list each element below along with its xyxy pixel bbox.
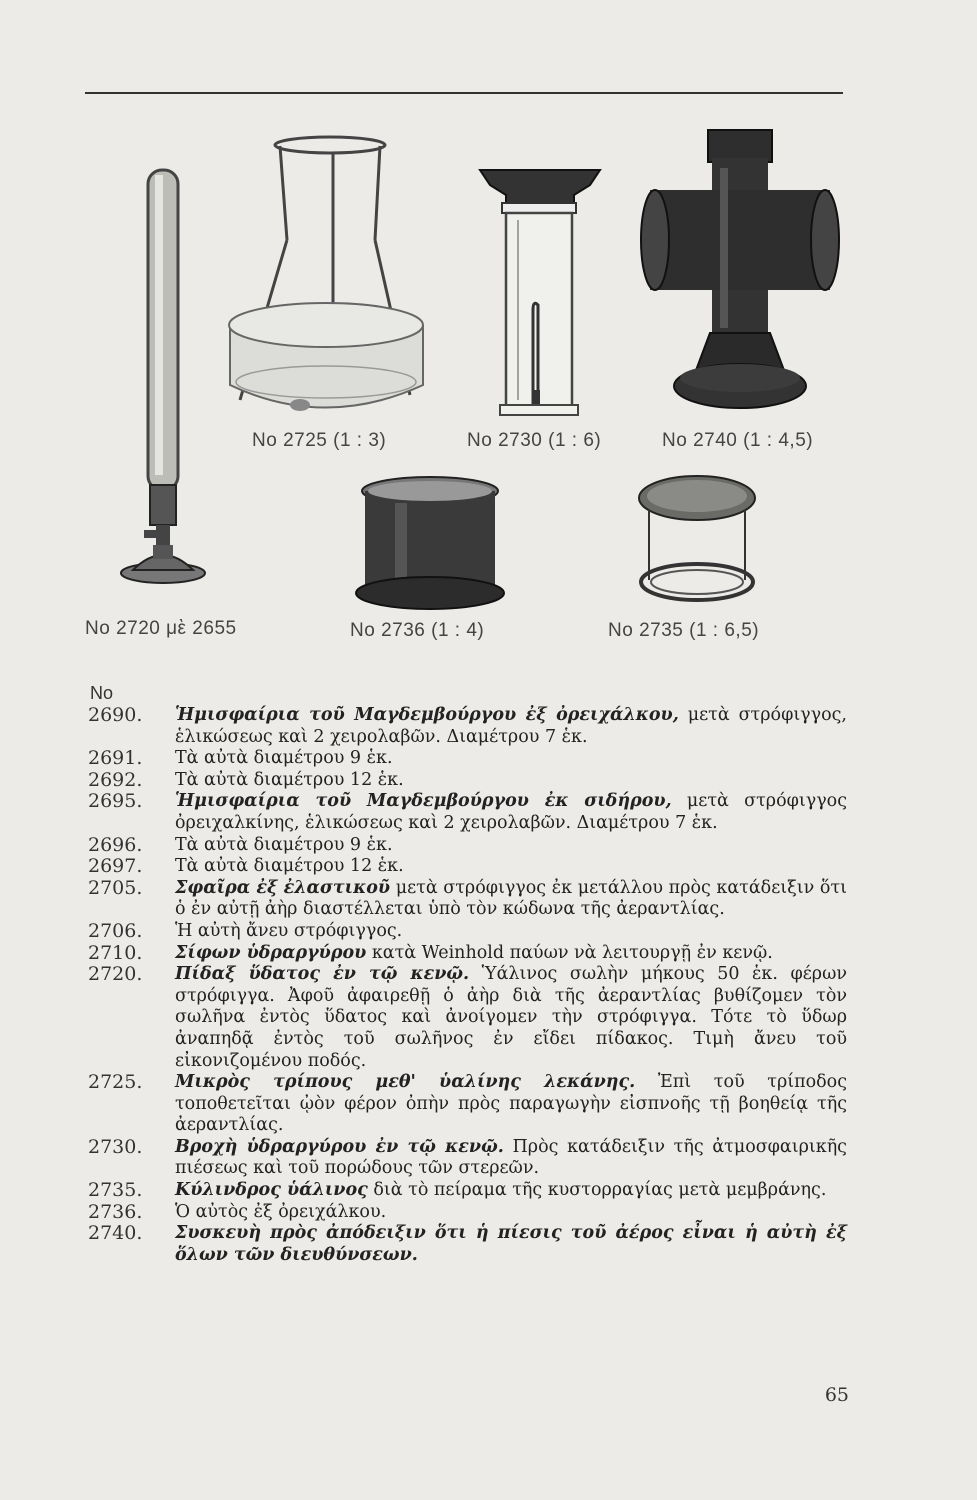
entry-title: Σφαῖρα ἐξ ἐλαστικοῦ	[175, 877, 391, 898]
entry-number: 2690.	[88, 704, 143, 726]
catalog-entry	[88, 1180, 848, 1202]
entry-number: 2720.	[88, 963, 143, 986]
catalog-entry	[88, 770, 848, 792]
entry-number: 2735.	[88, 1179, 143, 1202]
figure-tripod-glass-dish	[225, 130, 430, 420]
entry-text: Ἡ αὐτὴ ἄνευ στρόφιγγος.	[175, 920, 403, 941]
catalog-entry	[88, 835, 848, 857]
entry-text: διὰ τὸ πείραμα τῆς κυστορραγίας μετὰ μεμβράνης.	[367, 1180, 827, 1201]
entry-text: Πρὸς κατάδειξιν τῆς ἀτμοσφαιρικῆς πιέσεως καὶ τοῦ πορώδους τῶν στερεῶν.	[175, 1136, 847, 1179]
entry-text: Ἐπὶ τοῦ τρίποδος τοποθετεῖται ᾠὸν φέρον ὀπὴν πρὸς παραγωγὴν εἰσπνοῆς τῇ βοηθείᾳ τῆς ἀεραντλίας.	[175, 1072, 848, 1136]
caption-2735: Νο 2735 (1 : 6,5)	[608, 620, 760, 641]
entry-number: 2695.	[88, 790, 143, 813]
entry-number: 2710.	[88, 941, 143, 964]
entry-text: μετὰ στρόφιγγος ἐκ μετάλλου πρὸς κατάδειξιν ὅτι ὁ ἐν αὐτῇ ἀὴρ διαστέλλεται ὑπὸ τὸν κώδωνα τῆς ἀεραντλίας.	[175, 877, 848, 920]
entry-text: κατὰ Weinhold παύων νὰ λειτουργῇ ἐν κενῷ.	[366, 942, 773, 963]
entry-text: Ὁ αὐτὸς ἐξ ὀρειχάλκου.	[175, 1201, 387, 1222]
caption-2720: Νο 2720 μὲ 2655	[85, 618, 237, 639]
catalog-list	[88, 705, 848, 1266]
catalog-entry	[88, 705, 848, 748]
entry-number: 2706.	[88, 919, 143, 942]
catalog-entry	[88, 943, 848, 965]
entry-text: Ὑάλινος σωλὴν μήκους 50 ἑκ. φέρων στρόφιγγα. Ἀφοῦ ἀφαιρεθῇ ὁ ἀὴρ διὰ τῆς ἀεραντλίας βυθίζομεν τὸν σωλῆνα ἐντὸς ὕδατος καὶ ἀνοίγομεν τὴν στρόφιγγα. Τότε τὸ ὕδωρ ἀναπηδᾷ ἐντὸς τοῦ σωλῆνος ἐν εἴδει πίδακος. Τιμὴ ἄνευ τοῦ εἰκονιζομένου ποδός.	[175, 964, 847, 1071]
entry-number: 2691.	[88, 747, 143, 770]
catalog-entry	[88, 964, 848, 1072]
catalog-entry	[88, 791, 848, 834]
page-number: 65	[824, 1384, 849, 1406]
entry-text: μετὰ στρόφιγγος ὀρειχαλκίνης, ἑλικώσεως καὶ 2 χειρολαβῶν. Διαμέτρου 7 ἑκ.	[175, 791, 847, 833]
catalog-entry	[88, 748, 848, 770]
entry-number: 2705.	[88, 876, 143, 899]
figure-brass-cylinder	[355, 473, 505, 613]
catalog-entry	[88, 856, 848, 878]
entry-text: μετὰ στρόφιγγος, ἑλικώσεως καὶ 2 χειρολαβῶν. Διαμέτρου 7 ἑκ.	[175, 705, 847, 747]
catalog-entry	[88, 1137, 848, 1180]
figure-pressure-cross	[640, 128, 840, 418]
entry-title: Σίφων ὑδραργύρου	[175, 942, 367, 963]
entry-title: Ἡμισφαίρια τοῦ Μαγδεμβούργου ἐκ σιδήρου,	[175, 791, 672, 812]
entry-number: 2740.	[88, 1222, 143, 1245]
list-header: Νο	[90, 683, 114, 703]
entry-title: Μικρὸς τρίπους μεθ' ὑαλίνης λεκάνης.	[175, 1072, 636, 1093]
caption-2730: Νο 2730 (1 : 6)	[467, 430, 602, 451]
entry-number: 2696.	[88, 833, 143, 856]
caption-2725: Νο 2725 (1 : 3)	[252, 430, 387, 451]
entry-title: Συσκευὴ πρὸς ἀπόδειξιν ὅτι ἡ πίεσις τοῦ ἀέρος εἶναι ἡ αὐτὴ ἐξ ὅλων τῶν διευθύνσεων.	[175, 1223, 847, 1265]
entry-text: Τὰ αὐτὰ διαμέτρου 9 ἑκ.	[175, 834, 393, 855]
catalog-entry	[88, 921, 848, 943]
entry-number: 2730.	[88, 1135, 143, 1158]
header-rule	[85, 92, 843, 94]
figure-membrane-cylinder	[635, 470, 760, 610]
entry-number: 2736.	[88, 1200, 143, 1223]
entry-number: 2692.	[88, 768, 143, 791]
catalog-entry	[88, 1223, 848, 1266]
entry-number: 2697.	[88, 855, 143, 878]
entry-number: 2725.	[88, 1071, 143, 1094]
caption-2736: Νο 2736 (1 : 4)	[350, 620, 485, 641]
catalog-entry	[88, 1072, 848, 1137]
figure-glass-tube-on-stand	[100, 165, 230, 590]
entry-title: Κύλινδρος ὑάλινος	[175, 1180, 368, 1201]
figure-glass-cylinder	[478, 165, 603, 420]
catalog-entry	[88, 878, 848, 921]
entry-title: Βροχὴ ὑδραργύρου ἐν τῷ κενῷ.	[175, 1136, 504, 1157]
entry-title: Πίδαξ ὕδατος ἐν τῷ κενῷ.	[175, 964, 470, 985]
entry-text: Τὰ αὐτὰ διαμέτρου 12 ἑκ.	[175, 856, 404, 877]
caption-2740: Νο 2740 (1 : 4,5)	[662, 430, 814, 451]
entry-text: Τὰ αὐτὰ διαμέτρου 9 ἑκ.	[175, 748, 393, 769]
catalog-entry	[88, 1202, 848, 1224]
entry-text: Τὰ αὐτὰ διαμέτρου 12 ἑκ.	[175, 769, 404, 790]
entry-title: Ἡμισφαίρια τοῦ Μαγδεμβούργου ἐξ ὀρειχάλκου,	[175, 705, 679, 725]
